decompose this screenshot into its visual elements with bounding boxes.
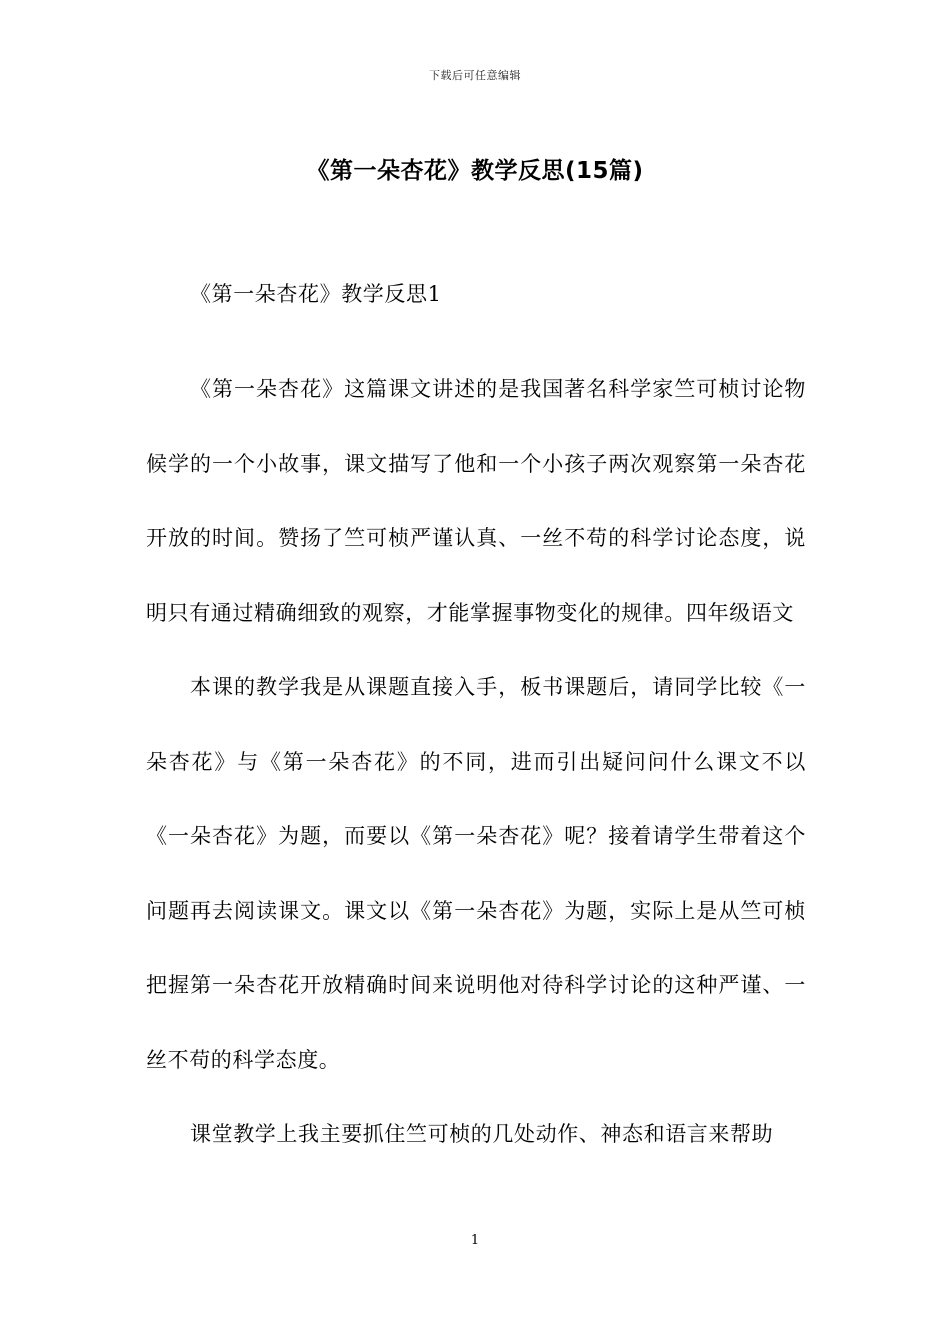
document-body [146,278,806,1172]
document-title: 《第一朵杏花》教学反思(15篇) [306,158,644,184]
paragraph-1: 《第一朵杏花》这篇课文讲述的是我国著名科学家竺可桢讨论物候学的一个小故事，课文描写了他和一个小孩子两次观察第一朵杏花开放的时间。赞扬了竺可桢严谨认真、一丝不苟的科学讨论态度，说明只有通过精确细致的观察，才能掌握事物变化的规律。四年级语文 [146,377,806,625]
section-heading: 《第一朵杏花》教学反思1 [190,282,442,306]
paragraph-2: 本课的教学我是从课题直接入手，板书课题后，请同学比较《一朵杏花》与《第一朵杏花》的不同，进而引出疑问问什么课文不以《一朵杏花》为题，而要以《第一朵杏花》呢？接着请学生带着这个问题再去阅读课文。课文以《第一朵杏花》为题，实际上是从竺可桢把握第一朵杏花开放精确时间来说明他对待科学讨论的这种严谨、一丝不苟的科学态度。 [146,675,806,1072]
header-note: 下载后可任意编辑 [429,69,521,82]
paragraph-3: 课堂教学上我主要抓住竺可桢的几处动作、神态和语言来帮助 [190,1122,774,1146]
page-number: 1 [470,1233,480,1248]
